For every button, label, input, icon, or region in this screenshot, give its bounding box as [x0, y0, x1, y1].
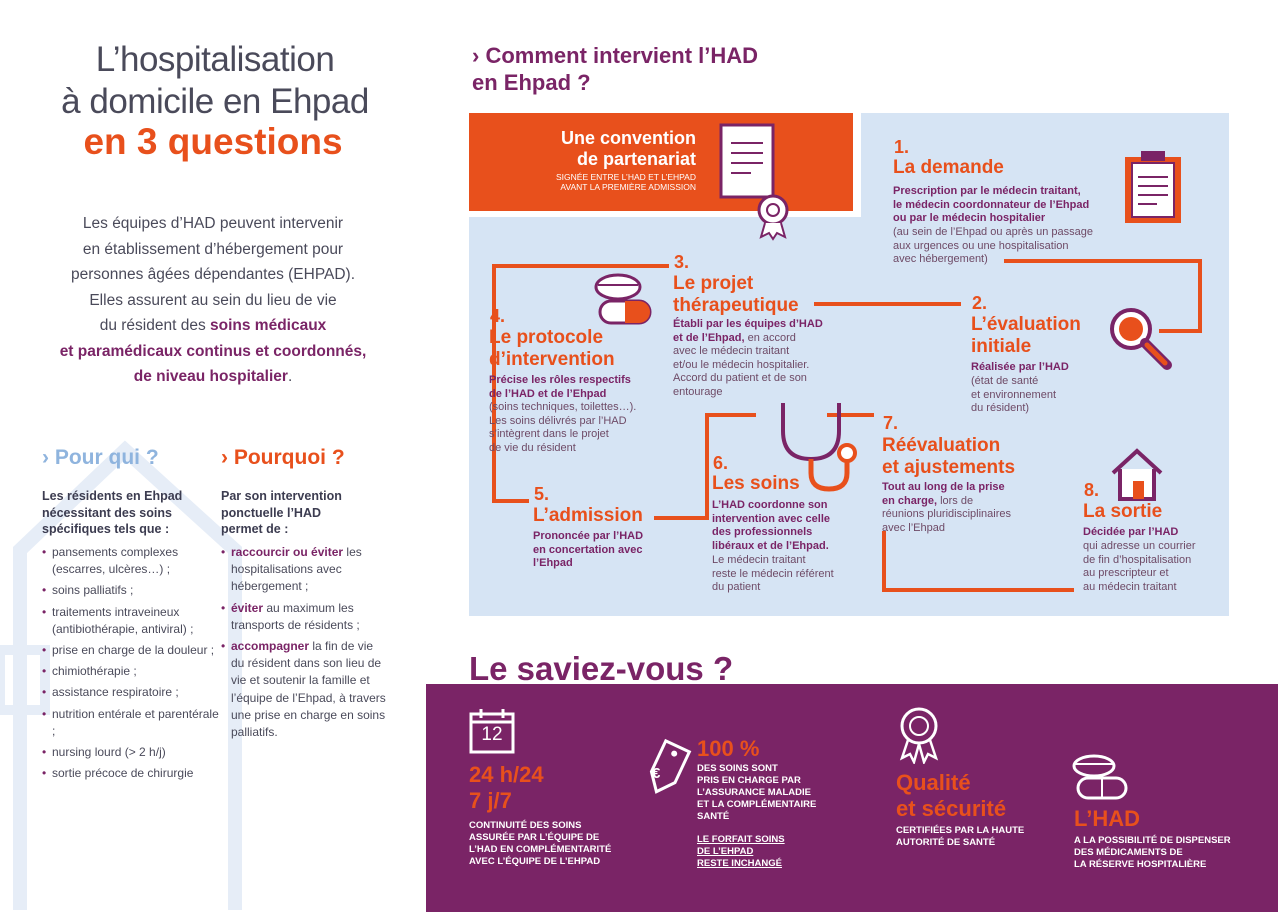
pour-qui-subtitle: Les résidents en Ehpad nécessitant des soins spécifiques tels que : — [42, 489, 183, 536]
intro-line: en établissement d’hébergement pour — [82, 240, 344, 258]
list-item: • traitements intraveineux (antibiothérapie, antiviral) ; — [42, 604, 222, 638]
step-title-line: d’intervention — [489, 348, 615, 370]
step-text-line: qui adresse un courrier — [1083, 540, 1196, 552]
main-title-bold: en 3 questions — [83, 121, 343, 162]
intro-line — [40, 313, 386, 339]
step-text-line: Établi par les équipes d’HAD — [673, 318, 823, 330]
intro-text-part: du résident des — [99, 317, 210, 334]
step-text-line: de l’HAD et de l’Ehpad — [489, 387, 607, 400]
house-icon — [1113, 451, 1161, 499]
saviez-small-line: PRIS EN CHARGE PAR — [697, 775, 801, 786]
step2-number: 2. — [972, 293, 988, 313]
list-item — [221, 600, 386, 634]
list-item-text: la fin de vie du résident dans son lieu de vie et soutenir la famille et l’équipe de l’Ehpad, à travers une prise en charge en soins palliatifs. — [231, 639, 386, 740]
step-text-line: en concertation avec — [533, 543, 643, 556]
step-text-line: avec hébergement) — [893, 253, 988, 265]
saviez-c4-big: L’HAD — [1074, 806, 1140, 831]
pour-qui-title: Pour qui ? — [54, 446, 159, 469]
step-title-line: L’évaluation — [971, 314, 1081, 335]
main-title-line2: à domicile en Ehpad — [61, 82, 369, 121]
step4-text — [489, 401, 636, 455]
list-item — [221, 638, 386, 741]
step-text-line: reste le médecin référent — [712, 567, 834, 580]
step7-number: 7. — [883, 413, 899, 433]
step-text-line: ou par le médecin hospitalier — [893, 212, 1046, 224]
step-text-line: aux urgences ou une hospitalisation — [893, 239, 1069, 252]
list-item-text: au maximum les transports de résidents ; — [231, 600, 360, 632]
main-title-line1: L’hospitalisation — [95, 40, 335, 79]
step-text-line — [673, 332, 848, 346]
saviez-big-line: 24 h/24 — [469, 762, 544, 787]
list-item: • prise en charge de la douleur ; — [42, 642, 222, 659]
step8-title: La sortie — [1083, 501, 1163, 522]
step-bold-span: en charge, — [882, 494, 938, 507]
step1-text — [893, 226, 1093, 267]
step-text-line: Tout au long de la prise — [882, 481, 1005, 493]
step-text-line: de fin d’hospitalisation — [1083, 553, 1192, 566]
list-item — [221, 544, 386, 596]
step-text-line: du patient — [712, 581, 761, 593]
step-text-line: Précise les rôles respectifs — [489, 374, 631, 386]
step-title-line: Réévaluation — [882, 435, 1001, 456]
step3-number: 3. — [674, 252, 690, 272]
step1-bold-text — [893, 185, 1089, 226]
pour-qui-heading — [42, 446, 159, 470]
list-item: • soins palliatifs ; — [42, 582, 222, 599]
step-text-line: du résident) — [971, 402, 1030, 414]
step-title-line: thérapeutique — [673, 294, 799, 316]
step-text-line: entourage — [673, 385, 723, 398]
step1-number: 1. — [894, 137, 910, 157]
step-text-line: l’Ehpad — [533, 557, 573, 569]
step8-text — [1083, 540, 1196, 594]
pour-qui-list — [42, 544, 222, 786]
list-item: • chimiothérapie ; — [42, 663, 222, 680]
pourquoi-heading — [221, 446, 345, 470]
convention-subtitle-line: AVANT LA PREMIÈRE ADMISSION — [560, 182, 696, 192]
comment-heading — [472, 42, 758, 96]
step6-text — [712, 554, 834, 595]
step-title-line: Le projet — [673, 273, 754, 294]
saviez-small-line: AUTORITÉ DE SANTÉ — [896, 837, 996, 848]
comment-heading-line2: en Ehpad ? — [472, 70, 591, 95]
step5-title: L’admission — [533, 505, 643, 526]
step-text-line: (état de santé — [971, 375, 1039, 387]
pourquoi-title: Pourquoi ? — [233, 446, 345, 469]
saviez-c2-underlined — [697, 834, 785, 870]
step8-bold-text: Décidée par l’HAD — [1083, 526, 1179, 538]
step4-title — [489, 327, 615, 370]
step-text-line: Prononcée par l’HAD — [533, 530, 644, 542]
step-title-line: et ajustements — [882, 456, 1016, 478]
intro-highlight: de niveau hospitalier — [133, 368, 288, 385]
step-text-line: réunions pluridisciplinaires — [882, 508, 1012, 520]
list-item: • nursing lourd (> 2 h/j) — [42, 744, 222, 761]
intro-text — [40, 211, 386, 390]
step7-text — [882, 481, 1057, 535]
step6-number: 6. — [713, 453, 729, 473]
saviez-small-line: A LA POSSIBILITÉ DE DISPENSER — [1074, 835, 1231, 846]
chevron-right-icon: › — [472, 43, 480, 68]
intro-line: Les équipes d’HAD peuvent intervenir — [82, 215, 344, 232]
step-text-line: s’intègrent dans le projet — [489, 428, 609, 440]
step-text-line: intervention avec celle — [712, 512, 830, 525]
intro-highlight: soins médicaux — [210, 317, 327, 334]
step2-title — [971, 314, 1081, 357]
convention-title-line: de partenariat — [576, 149, 696, 169]
step2-bold-text: Réalisée par l’HAD — [971, 361, 1069, 373]
step-text-line: avec le médecin traitant — [673, 345, 790, 357]
comment-heading-line1 — [472, 42, 758, 69]
saviez-vous-title: Le saviez-vous ? — [469, 650, 734, 687]
list-item-emphasis: éviter — [231, 600, 264, 615]
step-text-line: Accord du patient et de son — [673, 372, 807, 384]
magnifier-icon — [1112, 310, 1167, 365]
step-text-line: Les soins délivrés par l’HAD — [489, 414, 627, 427]
step-text-line: au prescripteur et — [1083, 567, 1169, 579]
saviez-c4-text — [1074, 835, 1231, 871]
intro-line — [40, 364, 386, 390]
saviez-c2-text — [697, 763, 816, 823]
saviez-small-line: AVEC L’ÉQUIPE DE L’EHPAD — [469, 856, 601, 867]
step3-text — [673, 318, 848, 399]
step-title-line: initiale — [971, 335, 1032, 357]
step5-number: 5. — [534, 484, 550, 504]
saviez-small-line: DES MÉDICAMENTS DE — [1074, 847, 1183, 858]
step-title-line: Le protocole — [489, 327, 604, 348]
chevron-right-icon: › — [221, 446, 228, 469]
step2-text — [971, 375, 1056, 416]
calendar-day: 12 — [481, 724, 503, 745]
saviez-small-line: LE FORFAIT SOINS — [697, 834, 785, 845]
pourquoi-list — [221, 544, 386, 745]
clipboard-icon — [1125, 151, 1181, 223]
saviez-big-line: 7 j/7 — [469, 788, 512, 813]
step8-number: 8. — [1084, 480, 1100, 500]
step-text-line: de vie du résident — [489, 441, 576, 454]
connector-line — [884, 531, 1074, 590]
step-text-span: en accord — [744, 331, 796, 344]
saviez-c2-big: 100 % — [697, 736, 760, 761]
comment-heading-text: Comment intervient l’HAD — [485, 43, 759, 68]
step-text-line: avec l’Ehpad — [882, 521, 945, 534]
saviez-big-line: et sécurité — [896, 796, 1007, 821]
step-text-line: Prescription par le médecin traitant, — [893, 185, 1081, 197]
step4-number: 4. — [490, 306, 506, 326]
saviez-c3-text — [896, 825, 1024, 849]
step5-bold-text — [533, 530, 643, 571]
saviez-small-line: LA RÉSERVE HOSPITALIÈRE — [1074, 859, 1207, 870]
step7-title — [882, 435, 1015, 478]
list-item-text: les hospitalisations avec hébergement ; — [231, 545, 362, 594]
saviez-vous-band — [426, 684, 1278, 912]
convention-subtitle-line: SIGNÉE ENTRE L’HAD ET L’EHPAD — [556, 172, 696, 182]
convention-title-line: Une convention — [560, 128, 696, 148]
step-bold-span: et de l’Ehpad, — [673, 331, 745, 344]
step4-bold-text — [489, 374, 631, 401]
step-text-line: L’HAD coordonne son — [712, 499, 828, 511]
saviez-c3-big — [896, 770, 1006, 822]
list-item-emphasis: raccourcir ou éviter — [231, 545, 344, 559]
price-tag-icon — [636, 738, 692, 800]
saviez-small-line: CONTINUITÉ DES SOINS — [469, 820, 582, 831]
saviez-small-line: ASSURÉE PAR L’ÉQUIPE DE — [469, 832, 600, 843]
pills-icon — [596, 275, 650, 323]
step-text-line: et/ou le médecin hospitalier. — [673, 358, 810, 371]
saviez-big-line: Qualité — [896, 770, 971, 795]
certification-badge-icon — [896, 706, 942, 764]
intro-line: personnes âgées dépendantes (EHPAD). — [70, 266, 356, 283]
list-item: • sortie précoce de chirurgie — [42, 765, 222, 782]
saviez-c1-big — [469, 762, 544, 814]
step-text-line: libéraux et de l’Ehpad. — [712, 539, 829, 552]
saviez-small-line: CERTIFIÉES PAR LA HAUTE — [896, 825, 1025, 836]
step-text-line — [882, 495, 1057, 509]
step-text-line: Le médecin traitant — [712, 554, 806, 566]
step3-title — [673, 273, 799, 316]
intro-text-part: . — [287, 368, 293, 385]
euro-symbol: € — [652, 765, 661, 782]
step-text-line: le médecin coordonnateur de l’Ehpad — [893, 198, 1090, 211]
step1-title: La demande — [893, 157, 1004, 178]
pourquoi-subtitle: Par son intervention ponctuelle l’HAD permet de : — [221, 489, 342, 536]
list-item-emphasis: accompagner — [231, 639, 310, 654]
chevron-right-icon: › — [42, 446, 49, 469]
saviez-small-line: L’ASSURANCE MALADIE — [697, 787, 812, 798]
saviez-small-line: DE L’EHPAD — [697, 846, 754, 857]
step-text-line: (au sein de l’Ehpad ou après un passage — [893, 226, 1093, 238]
step6-title: Les soins — [712, 473, 800, 494]
document-icon — [721, 125, 787, 239]
step-text-span: lors de — [937, 494, 974, 507]
step-text-line: (soins techniques, toilettes…). — [489, 401, 637, 413]
intro-highlight: et paramédicaux continus et coordonnés, — [59, 342, 367, 360]
list-item: • assistance respiratoire ; — [42, 684, 222, 701]
intro-line: Elles assurent au sein du lieu de vie — [89, 291, 337, 309]
step-text-line: au médecin traitant — [1083, 580, 1177, 593]
step-text-line: et environnement — [971, 388, 1056, 401]
list-item: • nutrition entérale et parentérale ; — [42, 706, 222, 740]
saviez-small-line: L’HAD EN COMPLÉMENTARITÉ — [469, 844, 612, 855]
saviez-small-line: DES SOINS SONT — [697, 763, 778, 774]
saviez-small-line: SANTÉ — [697, 811, 730, 822]
saviez-c1-text — [469, 820, 611, 868]
pills-icon — [1072, 754, 1130, 800]
saviez-small-line: RESTE INCHANGÉ — [697, 858, 782, 869]
step6-bold-text — [712, 499, 830, 553]
saviez-small-line: ET LA COMPLÉMENTAIRE — [697, 799, 817, 810]
step-text-line: des professionnels — [712, 526, 813, 538]
list-item: • pansements complexes (escarres, ulcères…) ; — [42, 544, 222, 578]
